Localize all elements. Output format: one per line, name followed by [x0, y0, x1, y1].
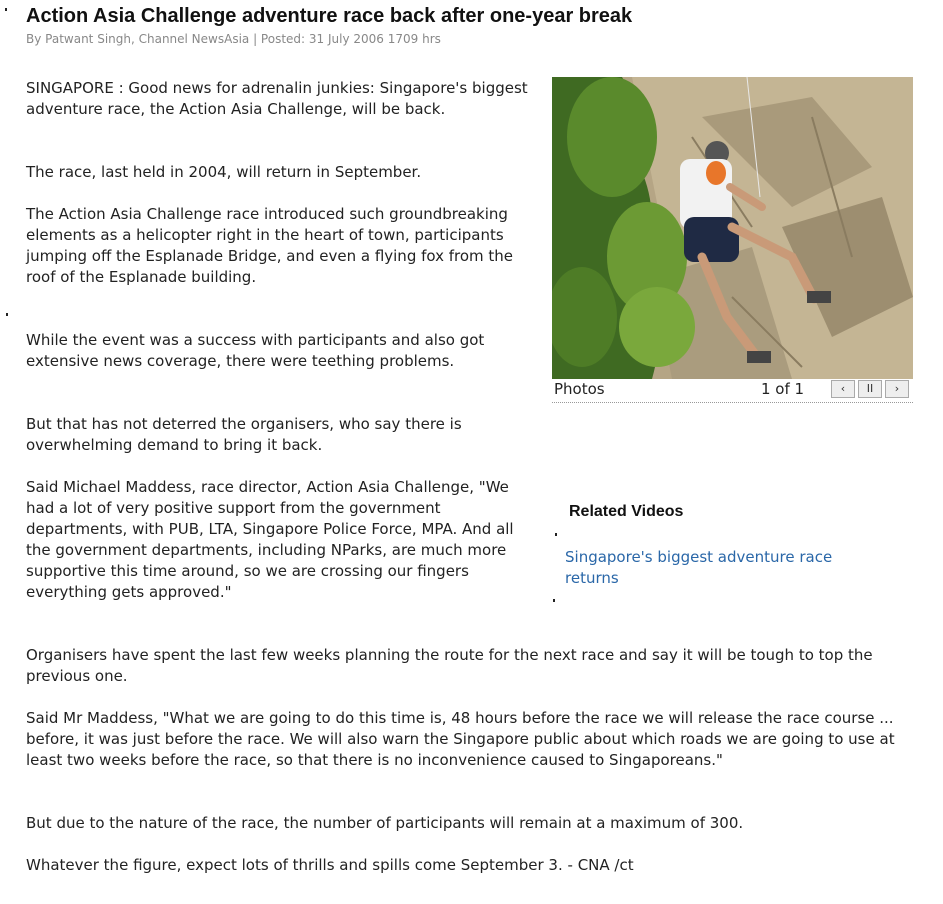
article-paragraph-7: Organisers have spent the last few weeks planning the route for the next race and say it will be tough to top the previous one. [26, 646, 873, 685]
article-paragraph-10: Whatever the figure, expect lots of thrills and spills come September 3. - CNA /ct [26, 856, 634, 874]
margin-dot [6, 313, 8, 316]
article-paragraph-1: SINGAPORE : Good news for adrenalin junkies: Singapore's biggest adventure race, the Action Asia Challenge, will be back. [26, 79, 528, 118]
bullet-dot [555, 533, 557, 536]
margin-dot [5, 8, 7, 11]
article-paragraph-8: Said Mr Maddess, "What we are going to do this time is, 48 hours before the race we will release the race course ... before, it was just before the race. We will also warn the Singapore public about which roads we are going to use at least two weeks before the race, so that there is no inconvenience caused to Singaporeans." [26, 709, 895, 769]
article-paragraph-2: The race, last held in 2004, will return in September. [26, 163, 422, 181]
article-paragraph-3: The Action Asia Challenge race introduced such groundbreaking elements as a helicopter right in the heart of town, participants jumping off the Esplanade Bridge, and even a flying fox from the roof of the Esplanade building. [26, 205, 514, 286]
photo-prev-button[interactable] [831, 380, 855, 398]
article-paragraph-9: But due to the nature of the race, the number of participants will remain at a maximum of 300. [26, 814, 744, 832]
photo-label: Photos [554, 380, 605, 398]
rock-climber-photo [552, 77, 913, 379]
photo-pause-button[interactable] [858, 380, 882, 398]
related-videos-title: Related Videos [569, 503, 684, 520]
bullet-dot [553, 599, 555, 602]
chevron-right-icon: › [894, 382, 900, 395]
article-byline: By Patwant Singh, Channel NewsAsia | Posted: 31 July 2006 1709 hrs [26, 32, 441, 46]
article-paragraph-5: But that has not deterred the organisers, who say there is overwhelming demand to bring it back. [26, 415, 462, 454]
article-headline: Action Asia Challenge adventure race back after one-year break [26, 5, 633, 27]
article-paragraph-4: While the event was a success with participants and also got extensive news coverage, there were teething problems. [26, 331, 485, 370]
pause-icon: II [866, 382, 874, 395]
article-paragraph-6: Said Michael Maddess, race director, Action Asia Challenge, "We had a lot of very positive support from the government departments, with PUB, LTA, Singapore Police Force, MPA. And all the government departments, including NParks, are much more supportive this time around, so we are crossing our fingers everything gets approved." [26, 478, 514, 601]
photo-next-button[interactable] [885, 380, 909, 398]
chevron-left-icon: ‹ [840, 382, 846, 395]
related-video-link[interactable]: Singapore's biggest adventure race returns [565, 548, 833, 587]
photo-caption-bar [552, 378, 913, 403]
photo-counter: 1 of 1 [761, 380, 805, 398]
article-photo[interactable] [552, 77, 913, 379]
